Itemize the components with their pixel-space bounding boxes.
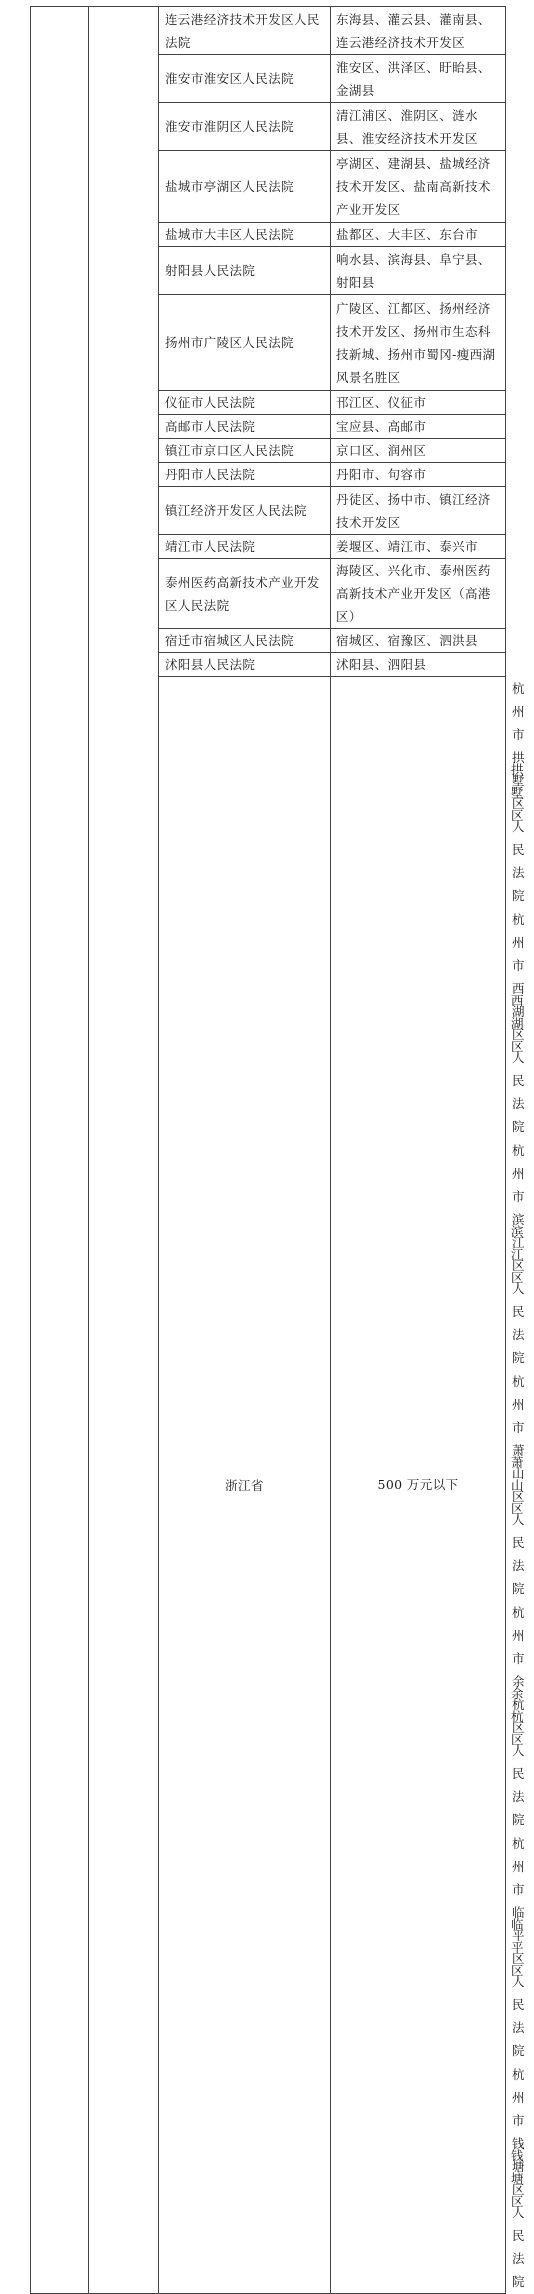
table-row: 杭州市西湖区人民法院 西湖区	[511, 912, 525, 1134]
court-name: 镇江经济开发区人民法院	[159, 487, 331, 535]
jurisdiction-area: 丹阳市、句容市	[331, 463, 506, 487]
jurisdiction-area: 宿城区、宿豫区、泗洪县	[331, 629, 506, 653]
jurisdiction-table	[30, 6, 525, 2294]
jurisdiction-area: 邗江区、仪征市	[331, 391, 506, 415]
court-name: 连云港经济技术开发区人民法院	[159, 7, 331, 55]
court-name: 盐城市亭湖区人民法院	[159, 151, 331, 223]
jurisdiction-area: 东海县、灌云县、灌南县、连云港经济技术开发区	[331, 7, 506, 55]
jurisdiction-area: 盐都区、大丰区、东台市	[331, 223, 506, 247]
table-row: 杭州市余杭区人民法院 余杭区	[511, 1605, 525, 1827]
table-row: 浙江省 500 万元以下 杭州市拱墅区人民法院 拱墅区	[31, 677, 506, 908]
court-name: 泰州医药高新技术产业开发区人民法院	[159, 559, 331, 629]
court-name: 宿迁市宿城区人民法院	[159, 629, 331, 653]
table-row: 杭州市萧山区人民法院 萧山区	[511, 1374, 525, 1596]
court-name: 沭阳县人民法院	[159, 653, 331, 677]
court-name: 高邮市人民法院	[159, 415, 331, 439]
court-name: 射阳县人民法院	[159, 247, 331, 295]
jurisdiction-area: 姜堰区、靖江市、泰兴市	[331, 535, 506, 559]
jurisdiction-area: 宝应县、高邮市	[331, 415, 506, 439]
jurisdiction-area: 海陵区、兴化市、泰州医药高新技术产业开发区（高港区）	[331, 559, 506, 629]
court-name: 淮安市淮阴区人民法院	[159, 103, 331, 151]
court-name: 淮安市淮安区人民法院	[159, 55, 331, 103]
court-name: 靖江市人民法院	[159, 535, 331, 559]
province-cell-blank	[31, 7, 89, 2294]
court-name: 镇江市京口区人民法院	[159, 439, 331, 463]
jurisdiction-area: 清江浦区、淮阴区、涟水县、淮安经济技术开发区	[331, 103, 506, 151]
jurisdiction-area: 广陵区、江都区、扬州经济技术开发区、扬州市生态科技新城、扬州市蜀冈-瘦西湖风景名胜区	[331, 295, 506, 391]
table-row: 杭州市滨江区人民法院 滨江区	[511, 1143, 525, 1365]
province-cell: 浙江省	[159, 677, 331, 2294]
jurisdiction-area: 响水县、滨海县、阜宁县、射阳县	[331, 247, 506, 295]
amount-cell-blank	[89, 7, 159, 2294]
jurisdiction-area: 京口区、润州区	[331, 439, 506, 463]
jurisdiction-area: 丹徒区、扬中市、镇江经济技术开发区	[331, 487, 506, 535]
jurisdiction-area: 沭阳县、泗阳县	[331, 653, 506, 677]
table-row: 杭州市钱塘区人民法院 钱塘区	[511, 2067, 525, 2289]
table-row	[31, 7, 506, 55]
court-name: 扬州市广陵区人民法院	[159, 295, 331, 391]
jurisdiction-area: 亭湖区、建湖县、盐城经济技术开发区、盐南高新技术产业开发区	[331, 151, 506, 223]
court-name: 丹阳市人民法院	[159, 463, 331, 487]
amount-cell: 500 万元以下	[331, 677, 506, 2294]
court-name: 盐城市大丰区人民法院	[159, 223, 331, 247]
table-row: 杭州市临平区人民法院 临平区	[511, 1836, 525, 2058]
court-name: 仪征市人民法院	[159, 391, 331, 415]
jurisdiction-area: 淮安区、洪泽区、盱眙县、金湖县	[331, 55, 506, 103]
